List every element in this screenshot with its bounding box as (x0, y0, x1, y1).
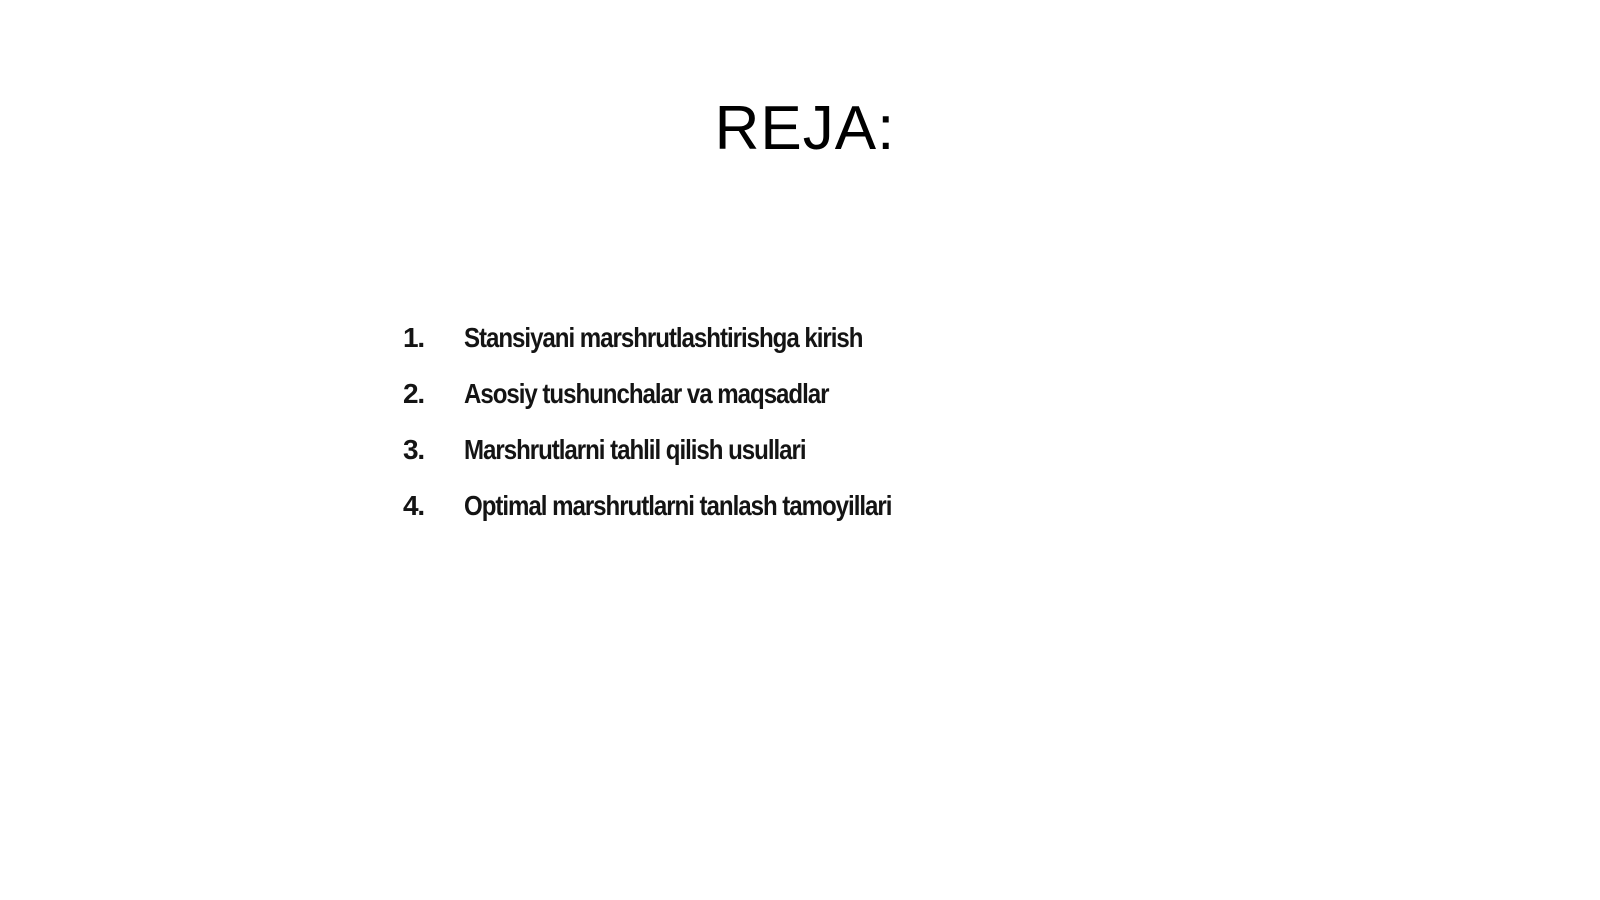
plan-list (403, 322, 961, 546)
plan-item-text: Asosiy tushunchalar va maqsadlar (464, 378, 829, 409)
plan-item (403, 378, 961, 434)
plan-item-number: 4. (403, 490, 424, 521)
plan-item (403, 434, 961, 490)
plan-item-text: Optimal marshrutlarni tanlash tamoyillari (464, 490, 892, 521)
plan-item-text: Marshrutlarni tahlil qilish usullari (464, 434, 806, 465)
plan-item (403, 322, 961, 378)
slide-title: REJA: (714, 94, 896, 163)
plan-item-number: 1. (403, 322, 424, 353)
plan-item-number: 3. (403, 434, 424, 465)
plan-item-text: Stansiyani marshrutlashtirishga kirish (464, 322, 863, 353)
plan-item (403, 490, 961, 546)
plan-item-number: 2. (403, 378, 424, 409)
